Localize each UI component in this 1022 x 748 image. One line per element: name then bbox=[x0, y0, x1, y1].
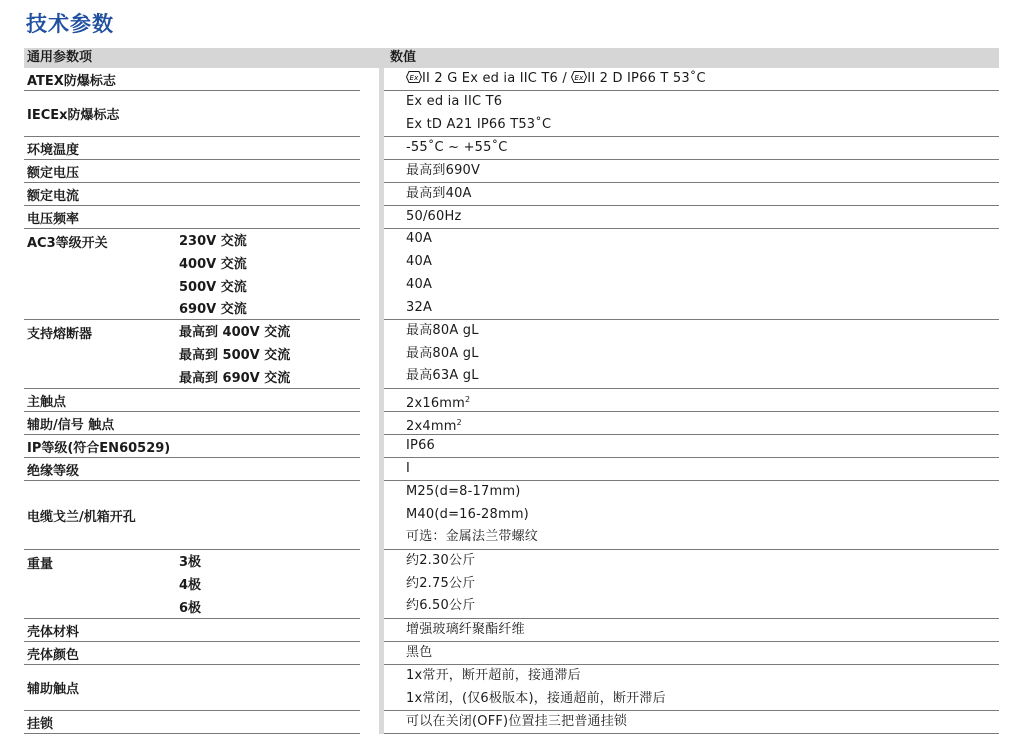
table-row bbox=[24, 91, 999, 137]
sub-label: 最高到 400V 交流 bbox=[179, 325, 291, 340]
row-label: ATEX防爆标志 bbox=[24, 68, 360, 91]
row-value: 40A 40A 40A 32A bbox=[384, 229, 999, 320]
sub-label: 400V 交流 bbox=[179, 256, 247, 272]
row-label: 壳体颜色 bbox=[24, 642, 360, 665]
row-value: 最高到690V bbox=[384, 160, 999, 183]
row-label: 环境温度 bbox=[24, 137, 360, 160]
row-label: 主触点 bbox=[24, 389, 360, 412]
row-label: 辅助触点 bbox=[24, 665, 360, 711]
header-param: 通用参数项 bbox=[27, 50, 93, 65]
table-row bbox=[24, 320, 999, 389]
table-header bbox=[24, 48, 999, 68]
row-value: 约2.30公斤 约2.75公斤 约6.50公斤 bbox=[384, 550, 999, 619]
table-row bbox=[24, 206, 999, 229]
sub-label: 3极 bbox=[179, 555, 202, 570]
table-row bbox=[24, 458, 999, 481]
table-row bbox=[24, 412, 999, 435]
table-row bbox=[24, 642, 999, 665]
row-value: M25(d=8-17mm) M40(d=16-28mm) 可选：金属法兰带螺纹 bbox=[384, 481, 999, 550]
sub-label: 690V 交流 bbox=[179, 302, 247, 318]
row-label: AC3等级开关 230V 交流 400V 交流 500V 交流 690V 交流 bbox=[24, 229, 360, 320]
row-label: 辅助/信号 触点 bbox=[24, 412, 360, 435]
table-row bbox=[24, 619, 999, 642]
page-title: 技术参数 bbox=[26, 12, 114, 36]
row-value: 最高到40A bbox=[384, 183, 999, 206]
sub-label: 最高到 500V 交流 bbox=[179, 347, 291, 363]
table-row bbox=[24, 550, 999, 619]
row-label: 额定电压 bbox=[24, 160, 360, 183]
row-label: 额定电流 bbox=[24, 183, 360, 206]
sub-label: 4极 bbox=[179, 577, 202, 593]
row-value: 增强玻璃纤聚酯纤维 bbox=[384, 619, 999, 642]
row-value: $2x4mm^2$ bbox=[384, 412, 999, 435]
row-label: 绝缘等级 bbox=[24, 458, 360, 481]
table-row bbox=[24, 389, 999, 412]
spec-table bbox=[24, 48, 999, 734]
sub-label: 500V 交流 bbox=[179, 279, 247, 295]
table-row bbox=[24, 435, 999, 458]
table-row bbox=[24, 137, 999, 160]
sub-label: 最高到 690V 交流 bbox=[179, 370, 291, 386]
row-label: 电压频率 bbox=[24, 206, 360, 229]
table-row bbox=[24, 229, 999, 320]
row-label: IECEx防爆标志 bbox=[24, 91, 360, 137]
row-label: 重量 3极 4极 6极 bbox=[24, 550, 360, 619]
row-value: $2x16mm^2$ bbox=[384, 389, 999, 412]
table-row bbox=[24, 183, 999, 206]
row-value: 可以在关闭(OFF)位置挂三把普通挂锁 bbox=[384, 711, 999, 734]
row-label: IP等级(符合EN60529) bbox=[24, 435, 360, 458]
row-value: 50/60Hz bbox=[384, 206, 999, 229]
row-value: I bbox=[384, 458, 999, 481]
row-label: 电缆戈兰/机箱开孔 bbox=[24, 481, 360, 550]
header-value: 数值 bbox=[390, 50, 417, 65]
ex-hexagon-icon bbox=[406, 71, 422, 83]
sub-label: 230V 交流 bbox=[179, 234, 247, 249]
row-value: 最高80A gL 最高80A gL 最高63A gL bbox=[384, 320, 999, 389]
sub-label: 6极 bbox=[179, 600, 202, 616]
table-row bbox=[24, 711, 999, 734]
row-label: 壳体材料 bbox=[24, 619, 360, 642]
table-row bbox=[24, 68, 999, 91]
svg-text:Ex: Ex bbox=[409, 73, 419, 82]
row-value: IP66 bbox=[384, 435, 999, 458]
table-row bbox=[24, 160, 999, 183]
table-row bbox=[24, 481, 999, 550]
row-value: 黑色 bbox=[384, 642, 999, 665]
ex-hexagon-icon bbox=[571, 71, 587, 83]
svg-text:Ex: Ex bbox=[574, 73, 584, 82]
row-value: 1x常开，断开超前，接通滞后 1x常闭，(仅6极版本)，接通超前，断开滞后 bbox=[384, 665, 999, 711]
row-value: -55˚C ~ +55˚C bbox=[384, 137, 999, 160]
row-value: Ex ed ia IIC T6 Ex tD A21 IP66 T53˚C bbox=[384, 91, 999, 137]
row-label: 挂锁 bbox=[24, 711, 360, 734]
table-row bbox=[24, 665, 999, 711]
row-label: 支持熔断器 最高到 400V 交流 最高到 500V 交流 最高到 690V 交流 bbox=[24, 320, 360, 389]
row-value: Ex II 2 G Ex ed ia IIC T6 / Ex II 2 D IP66 T 53˚C bbox=[384, 68, 999, 91]
